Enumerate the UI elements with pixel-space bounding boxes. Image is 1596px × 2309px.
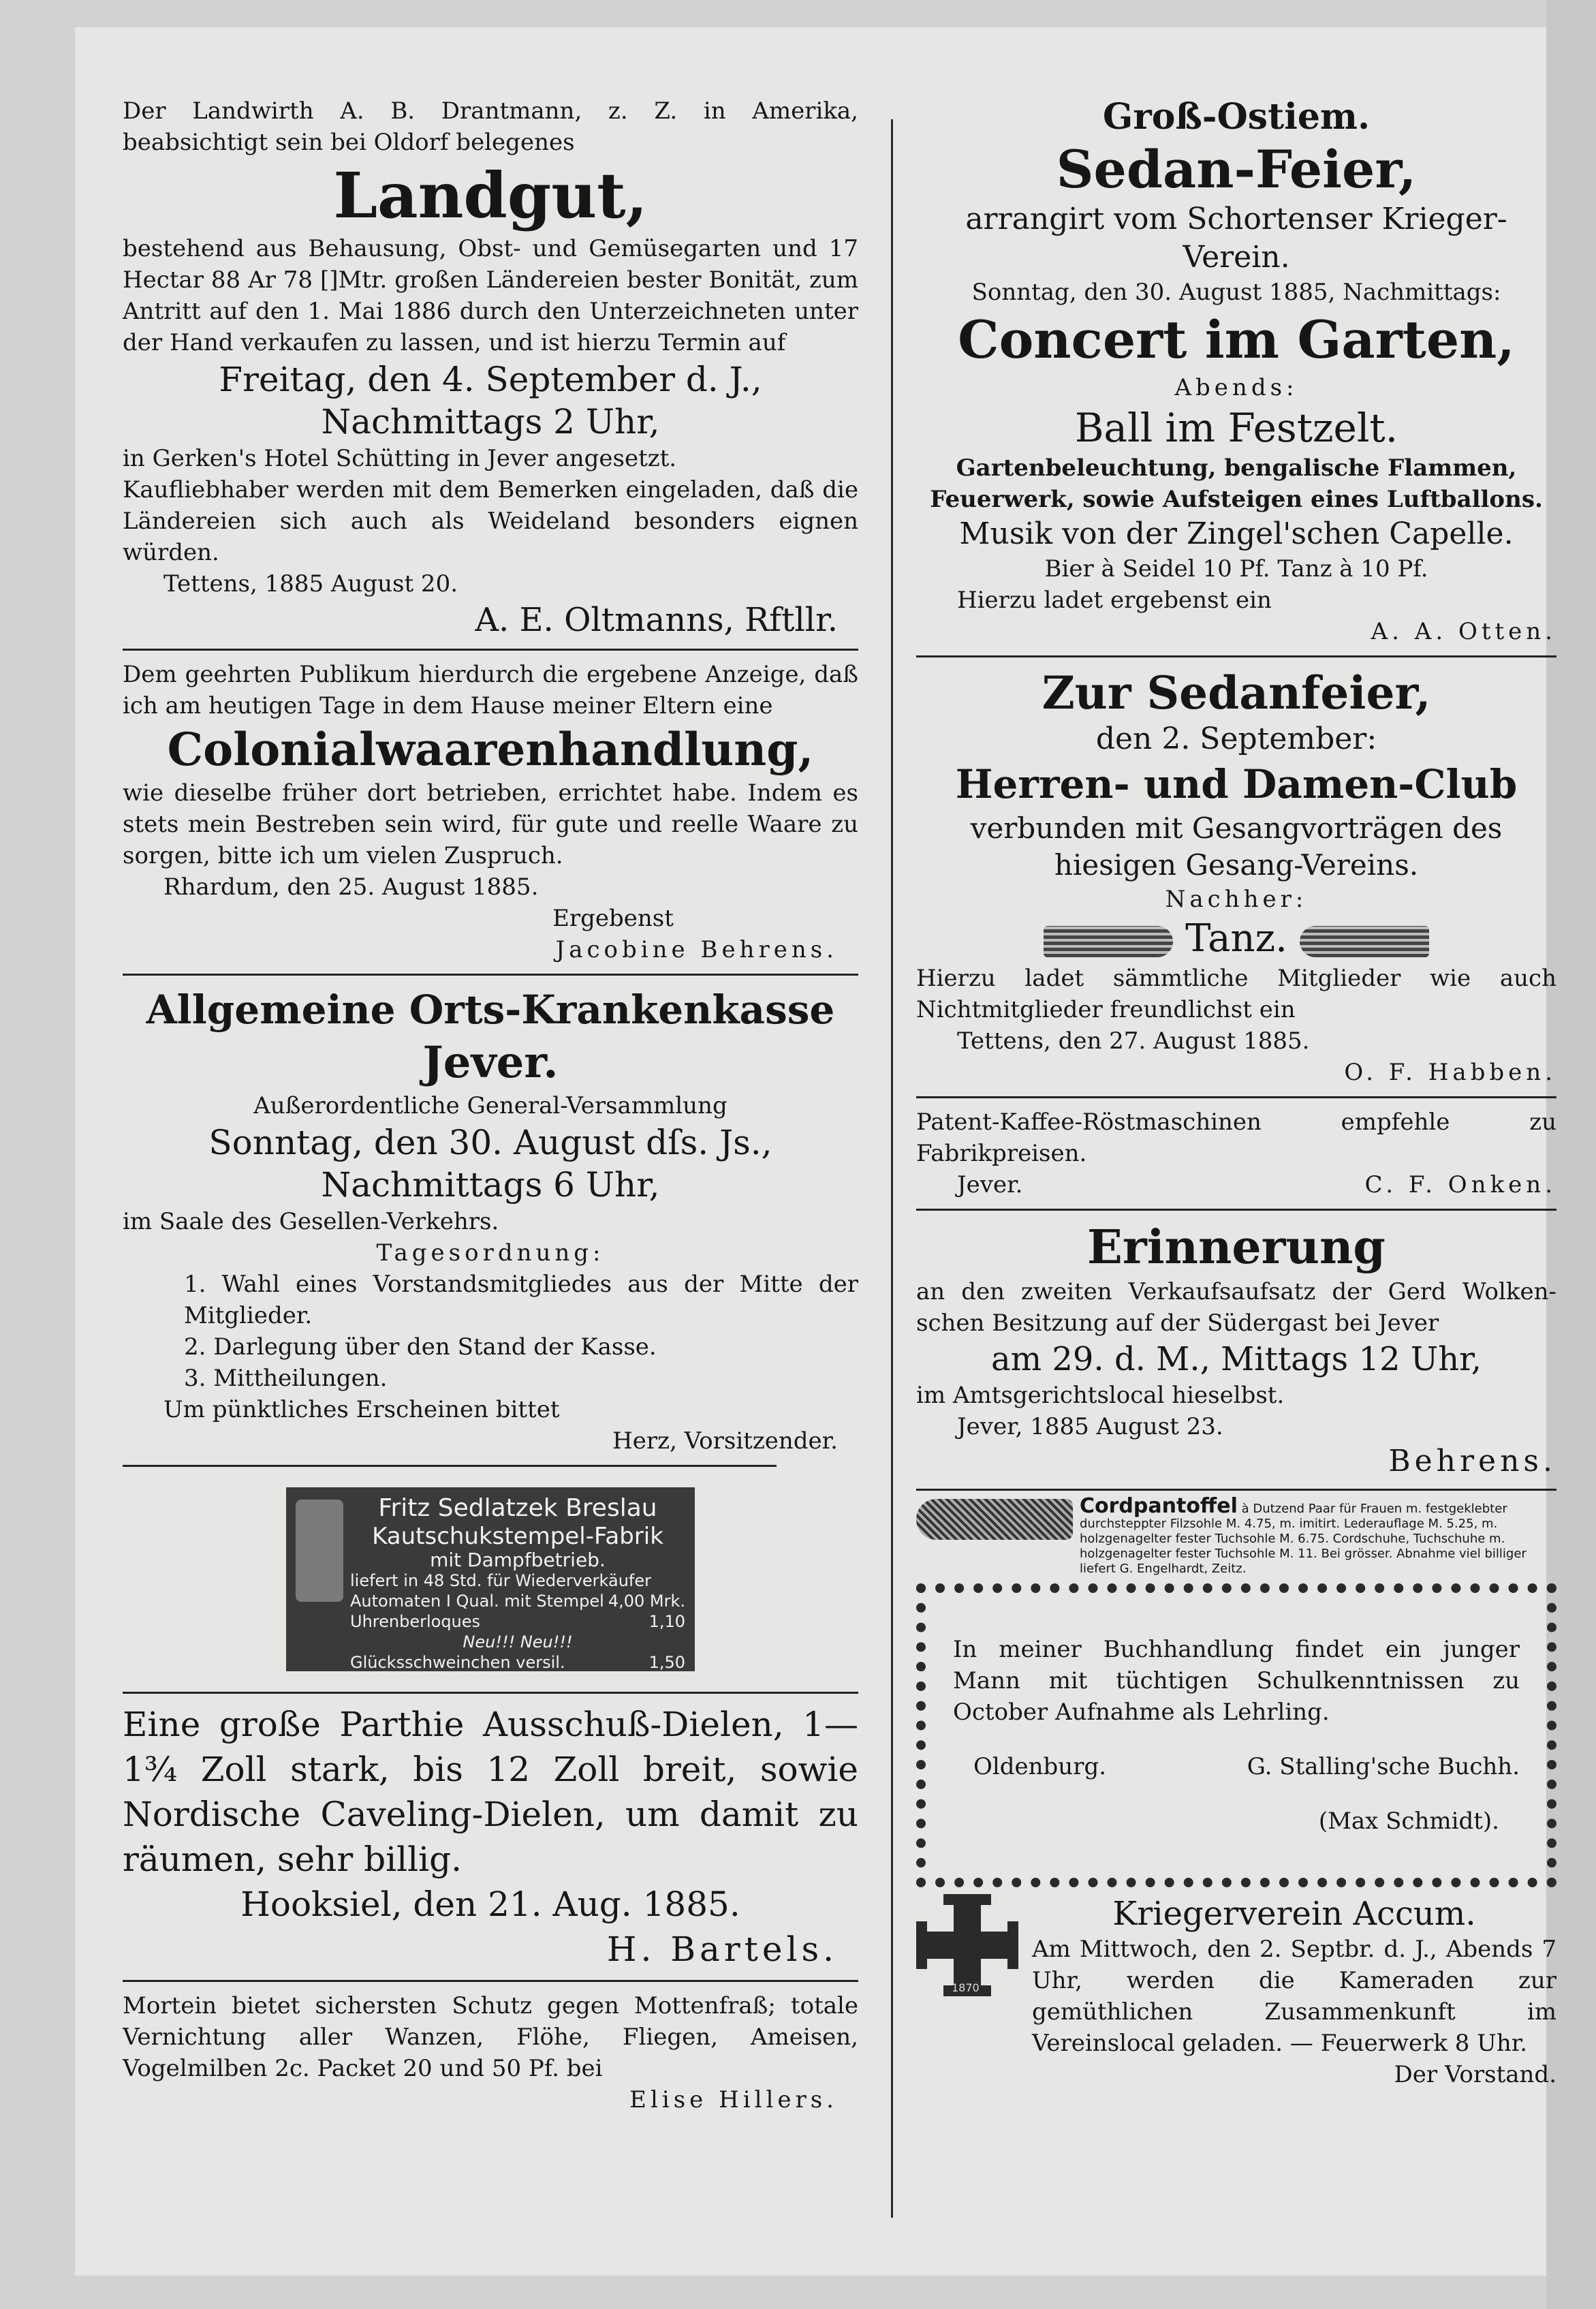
ad-dance-row [916,915,1556,963]
ad-place: Groß-Ostiem. [1102,96,1371,138]
ad-mortein [123,1990,858,2116]
separator [123,649,858,651]
ad-headline: Allgemeine Orts-Krankenkasse [146,987,835,1033]
ad-place: im Amtsgerichtslocal hieselbst. [916,1382,1285,1409]
ad-intro: Dem geehrten Publikum hierdurch die ergebene Anzeige, daß ich am heutigen Tage in dem Hause meiner Eltern eine [123,661,858,719]
separator [123,1692,858,1694]
ad-headline: Colonialwaarenhandlung, [167,723,814,776]
ad-buchhandlung [916,1583,1556,1887]
ad-sedanfeier-club [916,666,1556,1088]
ad-invite: Hierzu ladet ergebenst ein [957,587,1272,614]
left-column [123,95,858,2116]
stamp-line: liefert in 48 Std. für Wiederverkäufer [350,1571,652,1590]
ad-date: Freitag, den 4. September d. J., [219,360,762,399]
ad-dance: Tanz. [1185,916,1287,961]
agenda-title: Tagesordnung: [376,1239,605,1267]
ad-headline: Kriegerverein Accum. [1112,1895,1476,1933]
stamp-new: Neu!!! Neu!!! [463,1632,573,1652]
ad-time: Nachmittags 6 Uhr, [321,1165,660,1205]
ad-stamp-factory [286,1487,695,1671]
ad-body: bestehend aus Behausung, Obst- und Gemüsegarten und 17 Hectar 88 Ar 78 []Mtr. großen Ländereien bester Bonität, zum Antritt auf den 1. Mai 1886 durch den Unterzeichneten unter der Hand verkaufen zu lassen, und ist hierzu Termin auf [123,235,858,356]
ad-signature: Behrens. [1388,1444,1556,1478]
ad-note: Kaufliebhaber werden mit dem Bemerken eingeladen, daß die Ländereien sich auch als Weideland besonders eignen würden. [123,476,858,566]
iron-cross-icon [916,1894,1018,1996]
ad-kaffee [916,1106,1556,1200]
ad-place: im Saale des Gesellen-Verkehrs. [123,1208,499,1235]
separator [123,1980,858,1982]
ad-music: Musik von der Zingel'schen Capelle. [959,516,1514,551]
ad-landgut [123,95,858,640]
ad-place: Oldenburg. [973,1753,1107,1780]
agenda-item: 3. Mittheilungen. [184,1365,388,1392]
ad-signature: Herz, Vorsitzender. [612,1427,838,1455]
ad-subtitle: Außerordentliche General-Versammlung [253,1092,727,1119]
right-column [916,95,1556,2090]
ad-footer [916,1169,1556,1200]
ad-dateline: Tettens, 1885 August 20. [163,570,458,598]
ad-time: Nachmittags 2 Uhr, [321,402,660,441]
ad-body: wie dieselbe früher dort betrieben, errichtet habe. Indem es stets mein Bestreben sein wird, für gute und reelle Waare zu sorgen, bitte ich um vielen Zuspruch. [123,779,858,869]
ad-body: Eine große Parthie Ausschuß-Dielen, 1—1¾ Zoll stark, bis 12 Zoll breit, sowie Nordische Caveling-Dielen, um damit zu räumen, sehr billig. [123,1705,858,1879]
stamp-price: 1,50 [648,1653,685,1672]
separator [123,974,858,976]
ad-body: Patent-Kaffee-Röstmaschinen empfehle zu Fabrikpreisen. [916,1109,1556,1167]
ad-headline: Landgut, [333,159,648,232]
ad-dateline: Rhardum, den 25. August 1885. [163,873,539,901]
ad-intro: Der Landwirth A. B. Drantmann, z. Z. in Amerika, beabsichtigt sein bei Oldorf belegenes [123,97,858,156]
ad-dateline: Jever, 1885 August 23. [957,1413,1223,1440]
agenda-item: 1. Wahl eines Vorstandsmitgliedes aus der Mitte der Mitglieder. [184,1271,858,1329]
ad-headline: Sedan-Feier, [1056,139,1417,200]
ad-kriegerverein [916,1894,1556,2090]
ad-extras: Gartenbeleuchtung, bengalische Flammen, Feuerwerk, sowie Aufsteigen eines Luftballons. [930,454,1543,513]
pointing-hand-left-icon [1300,926,1429,957]
stamp-price-row [350,1591,685,1611]
ad-prices: Bier à Seidel 10 Pf. Tanz à 10 Pf. [1044,555,1428,583]
ad-cordpantoffel [916,1494,1556,1577]
ad-date: Sonntag, den 30. August dſs. Js., [208,1123,772,1162]
ad-colonial [123,659,858,965]
ad-after: Nachher: [1165,886,1308,913]
ad-subtitle: verbunden mit Gesangvorträgen des hiesigen Gesang-Vereins. [970,811,1503,882]
stamp-company: Fritz Sedlatzek Breslau [378,1494,657,1522]
separator [123,1465,777,1467]
ad-date: am 29. d. M., Mittags 12 Uhr, [990,1340,1482,1378]
ad-place: Jever. [957,1171,1023,1198]
agenda-item: 2. Darlegung über den Stand der Kasse. [184,1333,657,1361]
ad-ball: Ball im Festzelt. [1074,405,1398,451]
ad-headline: Zur Sedanfeier, [1042,666,1431,719]
ad-signature-sub: (Max Schmidt). [1318,1808,1499,1835]
column-divider [891,119,893,2218]
ad-subtitle: arrangirt vom Schortenser Krieger-Verein. [965,202,1507,275]
stamp-item: Uhrenberloques [350,1612,481,1631]
stamp-title: Kautschukstempel-Fabrik [372,1523,663,1550]
ad-signature: A. A. Otten. [1371,618,1556,645]
ad-signature: G. Stalling'sche Buchh. [1247,1753,1520,1780]
ad-signature: Jacobine Behrens. [555,936,838,963]
ad-dateline: Tettens, den 27. August 1885. [957,1027,1310,1055]
stamp-item: Automaten I Qual. mit Stempel [350,1592,604,1611]
ad-body: Am Mittwoch, den 2. Septbr. d. J., Abends 7 Uhr, werden die Kameraden zur gemüthlichen Zusammenkunft im Vereinslocal geladen. — Feuerwerk 8 Uhr. [1032,1936,1556,2057]
stamp-price: 4,00 Mrk. [608,1592,685,1611]
stamp-price: 1,10 [648,1612,685,1631]
ad-dielen [123,1702,858,1972]
ad-body: à Dutzend Paar für Frauen m. festgeklebter durchsteppter Filzsohle M. 4.75, m. imitirt. Lederauflage M. 5.25, m. holzgenagelter fester Tuchsohle M. 6.75. Cordschuhe, Tuchschuhe m. holzgenagelter fester Tuchsohle M. 11. Bei grösser. Abnahme viel billiger liefert G. Engelhardt, Zeitz. [1080,1502,1527,1576]
cross-year: 1870 [952,1981,980,1994]
ad-club: Herren- und Damen-Club [955,761,1518,807]
stamp-text [350,1494,685,1672]
ad-body: an den zweiten Verkaufsaufsatz der Gerd Wolken-schen Besitzung auf der Südergast bei Jever [916,1278,1556,1337]
ad-request: Um pünktliches Erscheinen bittet [163,1396,560,1423]
separator [916,655,1556,657]
slipper-icon [916,1499,1073,1540]
separator [916,1489,1556,1491]
ad-text-block [1032,1894,1556,2090]
ad-erinnerung [916,1219,1556,1481]
stamp-machine-icon [296,1500,343,1602]
ad-signature: A. E. Oltmanns, Rftllr. [475,601,838,639]
stamp-price-row [350,1611,685,1632]
ad-concert: Concert im Garten, [958,309,1515,370]
separator [916,1209,1556,1211]
ad-date: Sonntag, den 30. August 1885, Nachmittags: [971,279,1501,306]
pointing-hand-right-icon [1044,926,1173,957]
ad-signature: H. Bartels. [606,1930,838,1969]
ad-signature: C. F. Onken. [1364,1171,1556,1198]
ad-headline-city: Jever. [422,1037,559,1088]
ad-date: den 2. September: [1095,722,1377,756]
stamp-subtitle: mit Dampfbetrieb. [430,1549,606,1571]
separator [916,1096,1556,1098]
ad-body: Mortein bietet sichersten Schutz gegen Mottenfraß; totale Vernichtung aller Wanzen, Flöhe, Fliegen, Ameisen, Vogelmilben 2c. Packet 20 und 50 Pf. bei [123,1992,858,2082]
ad-text-block [1080,1494,1556,1577]
ad-closing: Ergebenst [552,905,674,932]
ad-dateline: Hooksiel, den 21. Aug. 1885. [240,1885,740,1924]
stamp-item: Glücksschweinchen versil. [350,1653,565,1672]
ad-place: in Gerken's Hotel Schütting in Jever angesetzt. [123,445,677,472]
ad-sedan-feier [916,95,1556,647]
ad-title: Cordpantoffel [1080,1494,1238,1518]
ad-footer [953,1751,1520,1782]
ad-signature: Der Vorstand. [1394,2061,1556,2088]
ad-body: In meiner Buchhandlung findet ein junger Mann mit tüchtigen Schulkenntnissen zu October Aufnahme als Lehrling. [953,1636,1520,1726]
ad-signature: Elise Hillers. [629,2086,838,2113]
stamp-price-row [350,1652,685,1673]
ad-krankenkasse [123,984,858,1457]
ad-signature: O. F. Habben. [1344,1059,1556,1086]
ad-invite: Hierzu ladet sämmtliche Mitglieder wie auch Nichtmitglieder freundlichst ein [916,965,1556,1023]
ad-evening: Abends: [1174,374,1298,401]
ad-headline: Erinnerung [1087,1220,1386,1275]
